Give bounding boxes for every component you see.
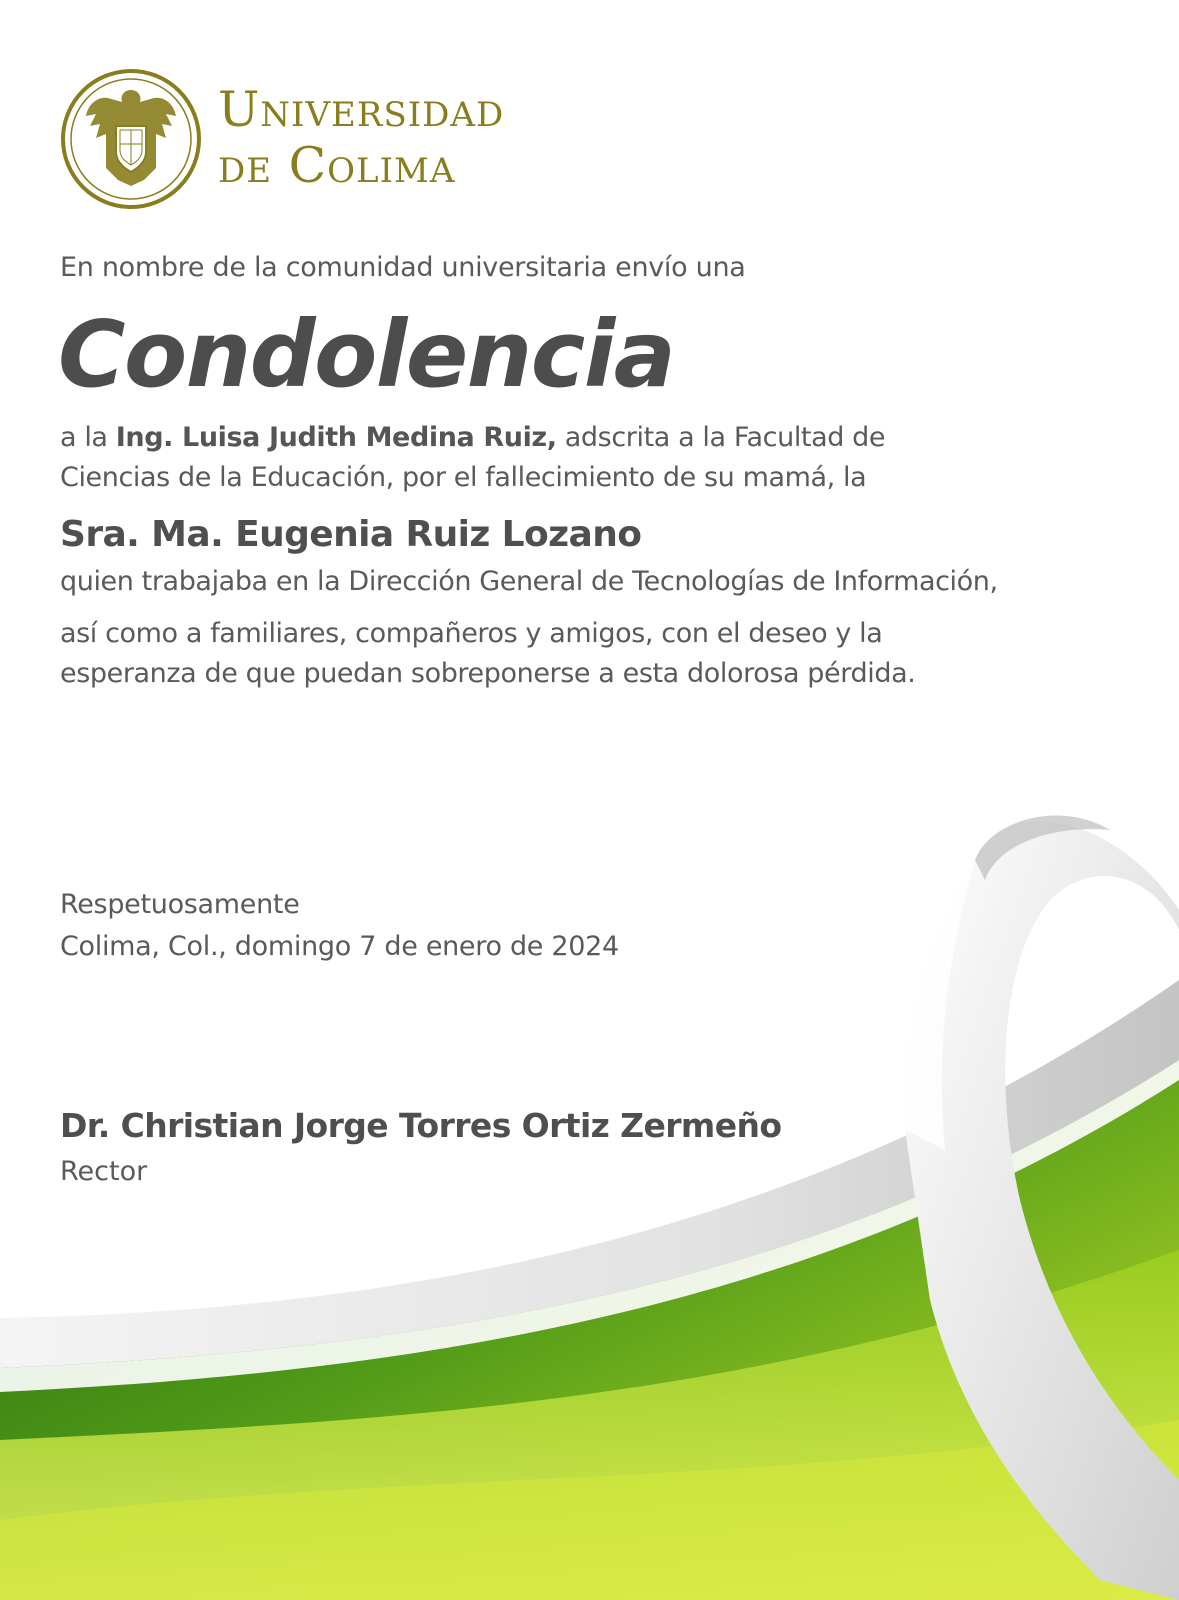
recipient-prefix: a la: [60, 422, 116, 453]
paragraph-recipient: [60, 418, 885, 498]
wordmark-line-2: de Colima: [218, 137, 456, 194]
paragraph-workplace: quien trabajaba en la Dirección General de Tecnologías de Información,: [60, 566, 998, 597]
paragraph-wishes: [60, 614, 915, 694]
signer-name: Dr. Christian Jorge Torres Ortiz Zermeño: [60, 1106, 782, 1145]
wordmark-line-1: Universidad: [218, 81, 505, 138]
university-wordmark: [218, 82, 504, 194]
recipient-line-2: Ciencias de la Educación, por el fallecimiento de su mamá, la: [60, 462, 867, 493]
intro-text: En nombre de la comunidad universitaria envío una: [60, 252, 746, 283]
closing-block: [60, 884, 619, 968]
recipient-suffix: adscrita a la Facultad de: [556, 422, 886, 453]
headline: Condolencia: [58, 301, 675, 408]
honoree-name: Sra. Ma. Eugenia Ruiz Lozano: [60, 514, 642, 555]
recipient-name: Ing. Luisa Judith Medina Ruiz,: [115, 422, 557, 453]
closing-place-date: Colima, Col., domingo 7 de enero de 2024: [60, 931, 619, 962]
wishes-line-2: esperanza de que puedan sobreponerse a esta dolorosa pérdida.: [60, 658, 916, 689]
signer-role: Rector: [60, 1156, 148, 1187]
wishes-line-1: así como a familiares, compañeros y amigos, con el deseo y la: [60, 618, 883, 649]
university-seal-icon: [60, 68, 202, 210]
closing-salutation: Respetuosamente: [60, 889, 300, 920]
